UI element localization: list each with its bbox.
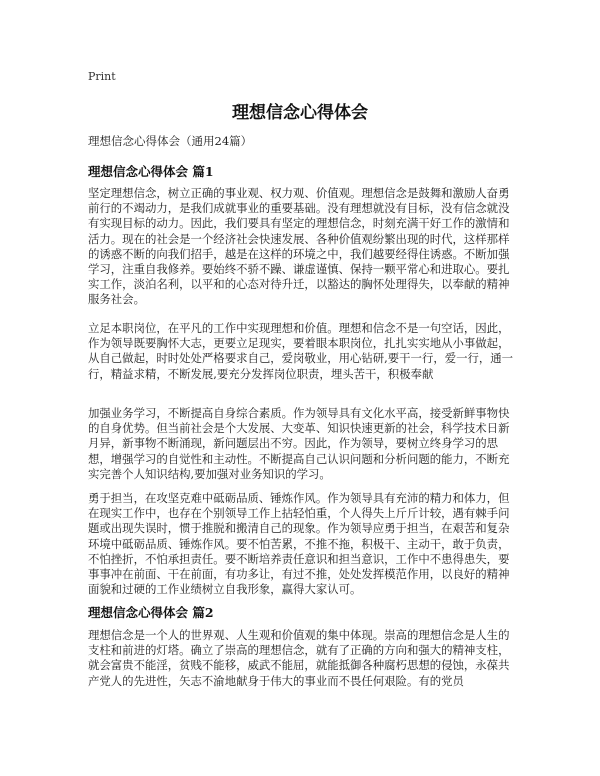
section-1-paragraph-4: 勇于担当，在攻坚克难中砥砺品质、锤炼作风。作为领导具有充沛的精力和体力，但在现实工作中，也存在个别领导工作上拈轻怕重，个人得失上斤斤计较，遇有棘手问题或出现失误时，惯于推脱和搬清自己的现象。作为领导应勇于担当，在艰苦和复杂环境中砥砺品质、锤炼作风。要不怕苦累，不推不拖，积极干、主动干，敢于负责，不怕挫折，不怕承担责任。要不断培养责任意识和担当意识，工作中不患得患失，要事事冲在前面、干在前面，有功多让，有过不推，处处发挥模范作用，以良好的精神面貌和过硬的工作业绩树立自我形象，赢得大家认可。	[88, 491, 510, 597]
section-1-paragraph-3: 加强业务学习，不断提高自身综合素质。作为领导具有文化水平高，接受新鲜事物快的自身优势。但当前社会是个大发展、大变革、知识快速更新的社会，科学技术日新月异，新事物不断涌现，新问题层出不穷。因此，作为领导，要树立终身学习的思想，增强学习的自觉性和主动性。不断提高自己认识问题和分析问题的能力，不断充实完善个人知识结构,要加强对业务知识的学习。	[88, 406, 510, 481]
section-1-paragraph-1: 坚定理想信念，树立正确的事业观、权力观、价值观。理想信念是鼓舞和激励人奋勇前行的不竭动力，是我们成就事业的重要基础。没有理想就没有目标，没有信念就没有实现目标的动力。因此，我们要具有坚定的理想信念，时刻充满干好工作的激情和活力。现在的社会是一个经济社会快速发展、各种价值观纷繁出现的时代，这样那样的诱惑不断的向我们招手，越是在这样的环境之中，我们越要经得住诱惑。不断加强学习，注重自我修养。要始终不骄不躁、谦虚谨慎、保持一颗平常心和进取心。要扎实工作，淡泊名利，以平和的心态对待升迁，以豁达的胸怀处理得失，以奉献的精神服务社会。	[88, 186, 510, 307]
section-2-paragraph-1: 理想信念是一个人的世界观、人生观和价值观的集中体现。崇高的理想信念是人生的支柱和前进的灯塔。确立了崇高的理想信念，就有了正确的方向和强大的精神支柱，就会富贵不能淫，贫贱不能移，威武不能屈，就能抵御各种腐朽思想的侵蚀，永葆共产党人的先进性，矢志不渝地献身于伟大的事业而不畏任何艰险。有的党员	[88, 628, 510, 688]
section-heading-1: 理想信念心得体会 篇1	[88, 164, 214, 179]
section-heading-2: 理想信念心得体会 篇2	[88, 605, 214, 620]
section-1-paragraph-2: 立足本职岗位，在平凡的工作中实现理想和价值。理想和信念不是一句空话，因此，作为领导既要胸怀大志，更要立足现实，要着眼本职岗位，扎扎实实地从小事做起，从自己做起，时时处处严格要求自己，爱岗敬业，用心钻研,要干一行，爱一行，通一行，精益求精，不断发展,要充分发挥岗位职责，埋头苦干，积极奉献	[88, 321, 514, 381]
page-title: 理想信念心得体会	[232, 103, 368, 123]
print-link[interactable]: Print	[88, 70, 116, 83]
document-subtitle: 理想信念心得体会（通用24篇）	[88, 134, 253, 148]
